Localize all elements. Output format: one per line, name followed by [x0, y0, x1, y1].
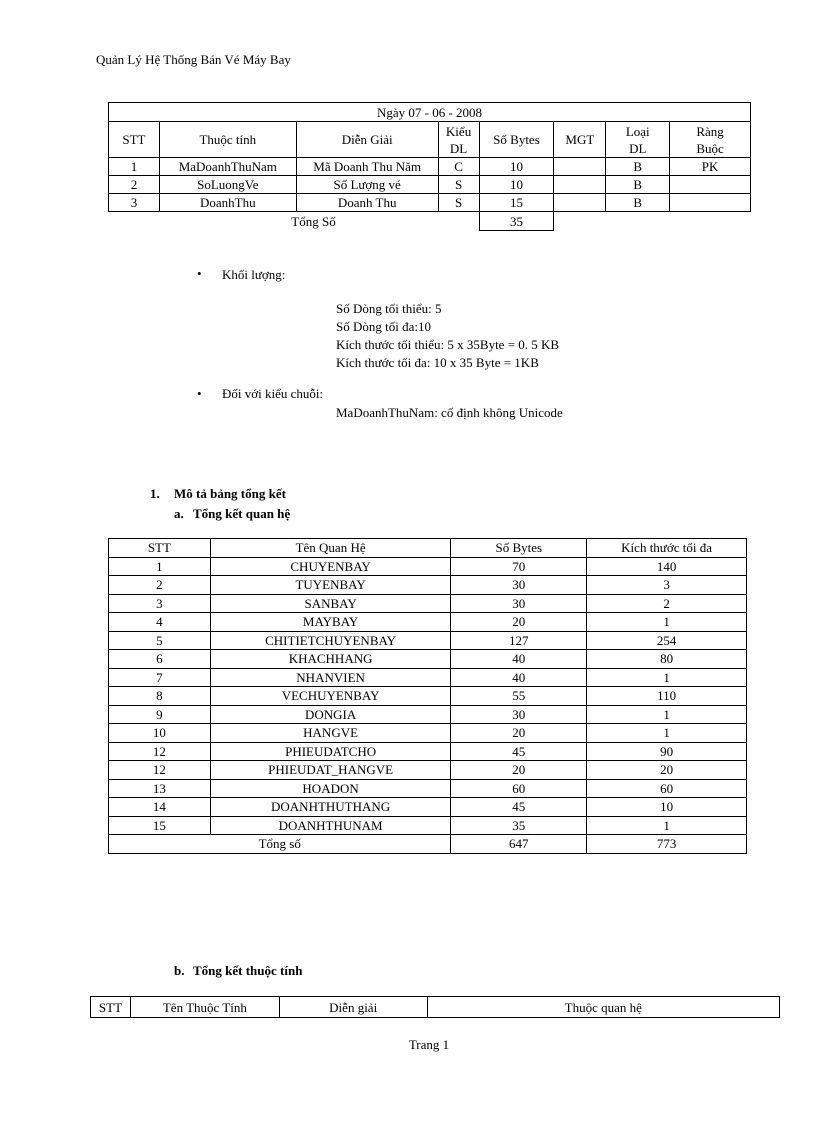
total-value: 35 [479, 212, 554, 231]
volume-line: Kích thước tối thiểu: 5 x 35Byte = 0. 5 KB [336, 337, 560, 352]
cell-description: Doanh Thu [296, 194, 438, 212]
cell-type: C [438, 158, 479, 176]
cell-bytes: 10 [479, 158, 554, 176]
volume-line: Số Dòng tối thiểu: 5 [336, 301, 442, 316]
col-header-stt: STT [109, 122, 160, 158]
cell-description: Mã Doanh Thu Năm [296, 158, 438, 176]
subsection-title: Tổng kết quan hệ [193, 506, 291, 521]
table-row: 1 CHUYENBAY 70 140 [109, 557, 747, 576]
col-header-constraint: Ràng Buộc [670, 122, 751, 158]
total-label: Tổng Số [291, 213, 336, 229]
total-label: Tổng số [109, 835, 451, 854]
cell-mgt [554, 176, 606, 194]
table-row: 9 DONGIA 30 1 [109, 705, 747, 724]
cell-mgt [554, 194, 606, 212]
table-row: 15 DOANHTHUNAM 35 1 [109, 816, 747, 835]
total-max-size: 773 [587, 835, 747, 854]
section-number: 1. [150, 486, 160, 501]
cell-mgt [554, 158, 606, 176]
table-row [109, 158, 751, 176]
bullet-dot: • [197, 386, 202, 401]
table-row: 2 TUYENBAY 30 3 [109, 576, 747, 595]
table-total-row [109, 212, 751, 231]
cell-datatype: B [606, 176, 670, 194]
table-header-row [91, 997, 780, 1018]
attribute-table [108, 102, 751, 231]
cell-constraint: PK [670, 158, 751, 176]
col-header-description: Diễn giải [279, 997, 427, 1018]
cell-stt: 2 [109, 176, 160, 194]
table-header-row [109, 539, 747, 558]
table-header-row [109, 122, 751, 158]
table-row [109, 194, 751, 212]
string-type-label: Đối với kiểu chuỗi: [222, 386, 324, 401]
cell-type: S [438, 194, 479, 212]
cell-attribute: MaDoanhThuNam [159, 158, 296, 176]
col-header-attribute: Thuộc tính [159, 122, 296, 158]
cell-type: S [438, 176, 479, 194]
relation-summary-table [108, 538, 747, 854]
col-header-relation-name: Tên Quan Hệ [210, 539, 451, 558]
volume-line: Kích thước tối đa: 10 x 35 Byte = 1KB [336, 355, 539, 370]
col-header-bytes: Số Bytes [451, 539, 587, 558]
string-type-line: MaDoanhThuNam: cố định không Unicode [336, 405, 563, 420]
cell-constraint [670, 176, 751, 194]
subsection-title: Tổng kết thuộc tính [193, 963, 303, 978]
table-date-title: Ngày 07 - 06 - 2008 [109, 103, 751, 122]
col-header-attribute-name: Tên Thuộc Tính [130, 997, 279, 1018]
col-header-mgt: MGT [554, 122, 606, 158]
table-total-row [109, 835, 747, 854]
table-row: 3 SANBAY 30 2 [109, 594, 747, 613]
col-header-description: Diễn Giải [296, 122, 438, 158]
cell-description: Số Lượng vé [296, 176, 438, 194]
volume-label: Khối lượng: [222, 267, 286, 282]
table-row: 5 CHITIETCHUYENBAY 127 254 [109, 631, 747, 650]
cell-datatype: B [606, 194, 670, 212]
table-row: 13 HOADON 60 60 [109, 779, 747, 798]
page-header-title: Quản Lý Hệ Thống Bán Vé Máy Bay [96, 52, 291, 67]
table-row: 12 PHIEUDATCHO 45 90 [109, 742, 747, 761]
cell-bytes: 10 [479, 176, 554, 194]
cell-bytes: 15 [479, 194, 554, 212]
section-title: Mô tả bảng tổng kết [174, 486, 286, 501]
table-row: 7 NHANVIEN 40 1 [109, 668, 747, 687]
cell-attribute: SoLuongVe [159, 176, 296, 194]
total-bytes: 647 [451, 835, 587, 854]
subsection-letter: b. [174, 963, 185, 978]
col-header-stt: STT [109, 539, 211, 558]
table-row: 12 PHIEUDAT_HANGVE 20 20 [109, 761, 747, 780]
table-row: 14 DOANHTHUTHANG 45 10 [109, 798, 747, 817]
table-row: 4 MAYBAY 20 1 [109, 613, 747, 632]
table-row: 10 HANGVE 20 1 [109, 724, 747, 743]
col-header-stt: STT [91, 997, 131, 1018]
volume-lines [336, 300, 559, 372]
col-header-relation: Thuộc quan hệ [427, 997, 779, 1018]
cell-datatype: B [606, 158, 670, 176]
col-header-datatype: Loại DL [606, 122, 670, 158]
col-header-type: Kiểu DL [438, 122, 479, 158]
col-header-max-size: Kích thước tối đa [587, 539, 747, 558]
table-row [109, 176, 751, 194]
volume-line: Số Dòng tối đa:10 [336, 319, 431, 334]
col-header-bytes: Số Bytes [479, 122, 554, 158]
cell-constraint [670, 194, 751, 212]
page-number: Trang 1 [408, 1037, 450, 1052]
attribute-summary-table [90, 996, 780, 1018]
cell-stt: 1 [109, 158, 160, 176]
table-row: 8 VECHUYENBAY 55 110 [109, 687, 747, 706]
subsection-letter: a. [174, 506, 184, 521]
cell-stt: 3 [109, 194, 160, 212]
cell-attribute: DoanhThu [159, 194, 296, 212]
bullet-dot: • [197, 266, 202, 281]
table-row: 6 KHACHHANG 40 80 [109, 650, 747, 669]
